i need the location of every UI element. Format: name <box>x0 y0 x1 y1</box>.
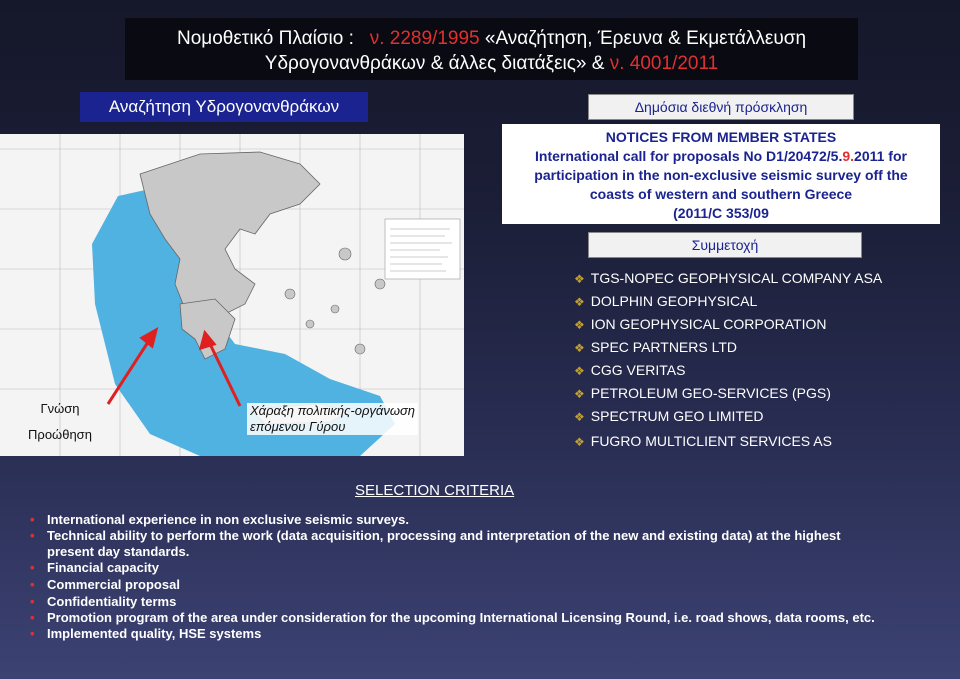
diamond-bullet-icon: ❖ <box>574 341 585 355</box>
participation-header: Συμμετοχή <box>588 232 862 258</box>
criteria-text: Promotion program of the area under consideration for the upcoming International Licensing Round, i.e. road shows, data rooms, etc. <box>47 610 875 625</box>
company-name: SPEC PARTNERS LTD <box>590 339 738 355</box>
notices-line1: NOTICES FROM MEMBER STATES <box>605 129 837 145</box>
diamond-bullet-icon: ❖ <box>574 295 585 309</box>
criteria-text: present day standards. <box>47 544 190 559</box>
label-policy <box>247 403 418 435</box>
criteria-text: Financial capacity <box>47 560 159 575</box>
company-name: DOLPHIN GEOPHYSICAL <box>590 293 758 309</box>
notices-line2-c: 2011 for <box>854 148 907 164</box>
title-prefix: Νομοθετικό Πλαίσιο : <box>176 28 354 49</box>
company-item <box>574 339 737 355</box>
company-name: ION GEOPHYSICAL CORPORATION <box>590 316 827 332</box>
public-call-header: Δημόσια διεθνή πρόσκληση <box>588 94 854 120</box>
company-item <box>574 362 685 378</box>
bullet-icon: • <box>30 594 35 609</box>
criteria-text: Confidentiality terms <box>47 594 177 609</box>
title-law-1: ν. 2289/1995 <box>369 28 480 49</box>
label-policy-line2: επόμενου Γύρου <box>250 419 346 434</box>
map-legend <box>385 219 460 279</box>
criteria-text: Implemented quality, HSE systems <box>47 626 262 641</box>
company-name: TGS-NOPEC GEOPHYSICAL COMPANY ASA <box>590 270 883 286</box>
notices-line4: coasts of western and southern Greece <box>589 186 853 202</box>
criteria-text: International experience in non exclusive seismic surveys. <box>47 512 409 527</box>
title-line1-text: «Αναζήτηση, Έρευνα & Εκμετάλλευση <box>484 28 807 49</box>
selection-criteria-title: SELECTION CRITERIA <box>355 482 515 499</box>
label-promotion: Προώθηση <box>28 427 92 442</box>
search-header: Αναζήτηση Υδρογονανθράκων <box>80 92 368 122</box>
criteria-text: Commercial proposal <box>47 577 180 592</box>
notices-line2-b: 9. <box>842 148 855 164</box>
bullet-icon: • <box>30 610 35 625</box>
label-knowledge: Γνώση <box>40 401 80 416</box>
bullet-icon: • <box>30 577 35 592</box>
slide-title <box>125 18 858 80</box>
diamond-bullet-icon: ❖ <box>574 410 585 424</box>
diamond-bullet-icon: ❖ <box>574 387 585 401</box>
bullet-icon: • <box>30 626 35 641</box>
company-item <box>574 385 831 401</box>
diamond-bullet-icon: ❖ <box>574 364 585 378</box>
company-name: PETROLEUM GEO-SERVICES (PGS) <box>590 385 831 401</box>
company-item <box>574 408 763 424</box>
title-law-2: ν. 4001/2011 <box>609 53 719 74</box>
notices-box <box>502 124 940 224</box>
diamond-bullet-icon: ❖ <box>574 318 585 332</box>
notices-line3: participation in the non-exclusive seismic survey off the <box>534 167 908 183</box>
title-line2-text: Υδρογονανθράκων & άλλες διατάξεις» & <box>264 53 605 74</box>
notices-line2-a: International call for proposals No D1/20472/5. <box>535 148 843 164</box>
notices-line2 <box>502 147 940 166</box>
label-policy-line1: Χάραξη πολιτικής-οργάνωση <box>250 403 416 418</box>
company-item <box>574 316 826 332</box>
company-name: SPECTRUM GEO LIMITED <box>590 408 764 424</box>
company-name: CGG VERITAS <box>590 362 686 378</box>
diamond-bullet-icon: ❖ <box>574 272 585 286</box>
bullet-icon: • <box>30 560 35 575</box>
company-item <box>574 270 882 286</box>
notices-line5: (2011/C 353/09 <box>673 205 769 221</box>
criteria-text: Technical ability to perform the work (data acquisition, processing and interpretation of the new and existing data) at the highest <box>47 528 841 543</box>
bullet-icon: • <box>30 528 35 543</box>
company-item <box>574 293 757 309</box>
company-item <box>574 433 832 449</box>
company-name: FUGRO MULTICLIENT SERVICES AS <box>590 433 832 449</box>
diamond-bullet-icon: ❖ <box>574 435 585 449</box>
bullet-icon: • <box>30 512 35 527</box>
